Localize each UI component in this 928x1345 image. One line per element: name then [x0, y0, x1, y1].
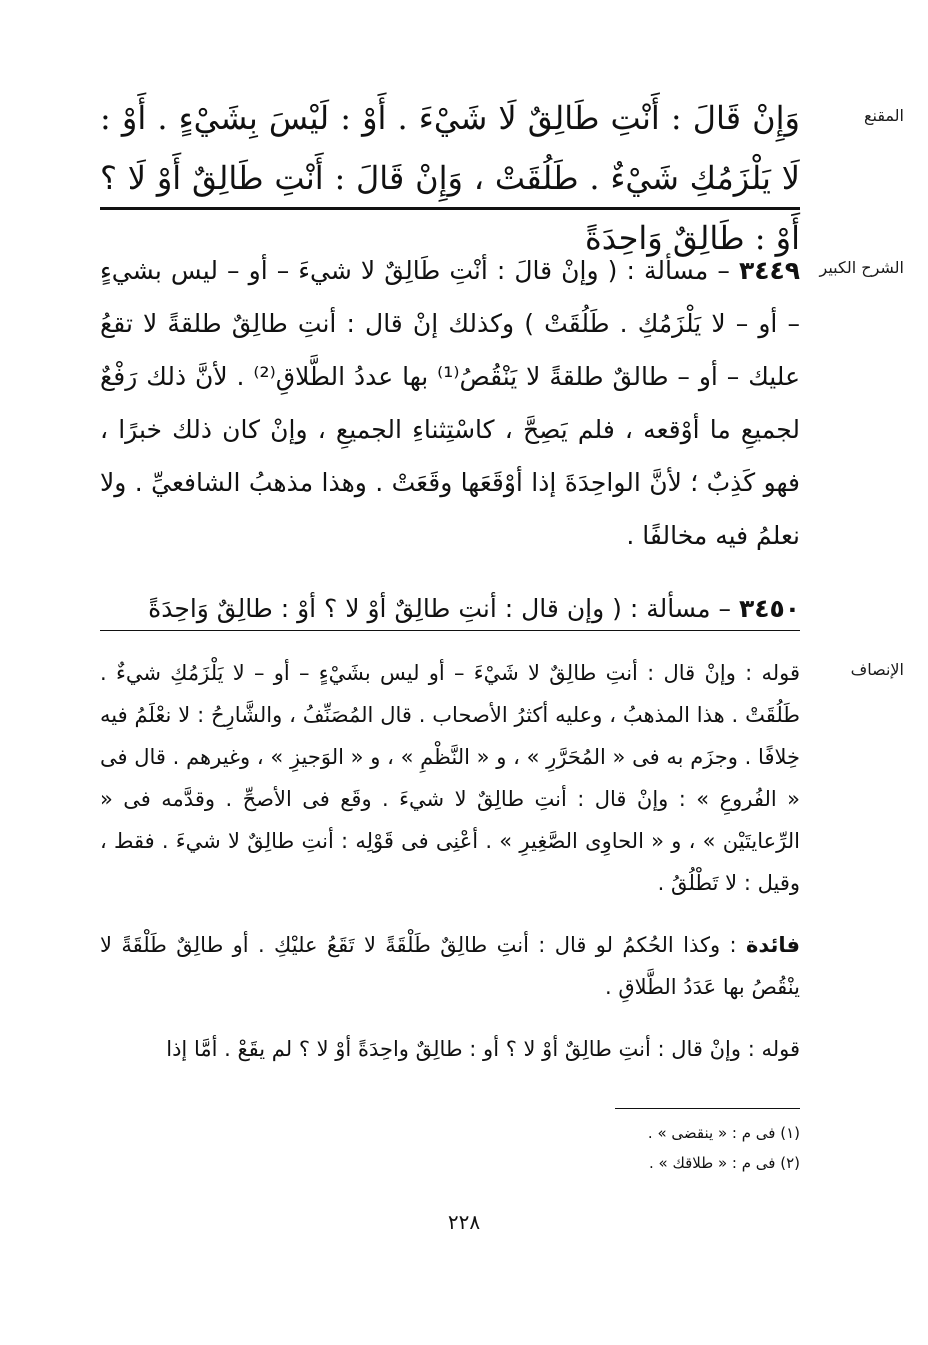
section-label-muqni: المقنع — [863, 106, 904, 125]
insaf-text-block — [100, 652, 800, 1070]
muqni-text-block — [100, 88, 800, 268]
faida-text: : وكذا الحُكمُ لو قال : أنتِ طالِقٌ طَلْقَةً لا تَقَعُ عليْكِ . أو طالِقٌ طَلْقَةً لا ينْقُصُ بها عَدَدُ الطَّلاقِ . — [100, 933, 800, 999]
sharh-paragraph-3450 — [100, 582, 800, 635]
issue-number-3449: ٣٤٤٩ — [738, 256, 800, 285]
paragraph-gap — [100, 904, 800, 924]
issue-number-3450: ٣٤٥٠ — [738, 594, 800, 623]
paragraph-gap — [100, 1008, 800, 1028]
footnote-1: (١) فى م : « ينقضى » . — [647, 1124, 800, 1142]
paragraph-gap — [100, 562, 800, 582]
sharh-paragraph-3450-text: – مسألة : ( وإن قال : أنتِ طالِقٌ أوْ لا ؟ أوْ : طالِقٌ وَاحِدَةً — [148, 594, 739, 623]
insaf-paragraph-3: قوله : وإنْ قال : أنتِ طالِقٌ أوْ لا ؟ أو : طالِقٌ واحِدَةً أوْ لا ؟ لم يقَعْ . أمَّا إذا — [166, 1037, 800, 1061]
section-label-insaf: الإنصاف — [850, 660, 904, 679]
section-divider-thick — [100, 207, 800, 210]
footnote-2: (٢) فى م : « طلاقك » . — [649, 1154, 800, 1172]
muqni-paragraph: وَإِنْ قَالَ : أَنْتِ طَالِقٌ لَا شَيْءَ . أَوْ : لَيْسَ بِشَيْءٍ . أَوْ : لَا يَلْزَمُكِ شَيْءٌ . طَلُقَتْ ، وَإِنْ قَالَ : أَنْتِ طَالِقٌ أَوْ لَا ؟ أَوْ : طَالِقٌ وَاحِدَةً — [100, 99, 800, 257]
sharh-text-block — [100, 244, 800, 635]
sharh-paragraph-3449 — [100, 244, 800, 562]
faida-label: فائدة — [745, 933, 800, 957]
page-number: ٢٢٨ — [447, 1210, 481, 1234]
sharh-paragraph-3449-text: – مسألة : ( وإنْ قالَ : أنْتِ طَالِقٌ لا شيءَ – أو – ليس بشيءٍ – أو – لا يَلْزَمُكِ . طَلُقَتْ ) وكذلك إنْ قال : أنتِ طالِقٌ طلقةً لا تقعُ عليك – أو – طالقٌ طلقةً لا يَنْقُصُ⁽¹⁾ بها عددُ الطَّلاقِ⁽²⁾ . لأنَّ ذلك رَفْعٌ لجميعِ ما أوْقعه ، فلم يَصِحَّ ، كاسْتِثناءِ الجميعِ ، وإنْ كان ذلك خبرًا ، فهو كَذِبٌ ؛ لأنَّ الواحِدَةَ إذا أوْقَعَها وقَعَتْ . وهذا مذهبُ الشافعيِّ . ولا نعلمُ فيه مخالفًا . — [100, 256, 800, 550]
footnote-divider — [615, 1108, 800, 1109]
insaf-paragraph-1: قوله : وإنْ قال : أنتِ طالِقٌ لا شَيْءَ – أو ليس بشَيْءٍ – أو – لا يَلْزَمُكِ شيءٌ . طَلُقَتْ . هذا المذهبُ ، وعليه أكثرُ الأصحاب . قال المُصَنِّفُ ، والشَّارِحُ : لا نعْلَمُ فيه خِلافًا . وجزَم به فى « المُحَرَّرِ » ، و « النَّظْمِ » ، و « الوَجيزِ » ، وغيرهم . قال فى « الفُروعِ » : وإنْ قال : أنتِ طالِقٌ لا شيءَ . وقَع فى الأصحِّ . وقدَّمه فى « الرِّعايتَيْن » ، و « الحاوِى الصَّغِيرِ » . أعْنِى فى قَوْلِه : أنتِ طالِقٌ لا شيءَ . فقط ، وقيل : لا تَطْلُقُ . — [100, 661, 800, 895]
insaf-paragraph-2 — [100, 924, 800, 1008]
section-divider-thin — [100, 630, 800, 631]
section-label-sharh: الشرح الكبير — [819, 258, 904, 277]
